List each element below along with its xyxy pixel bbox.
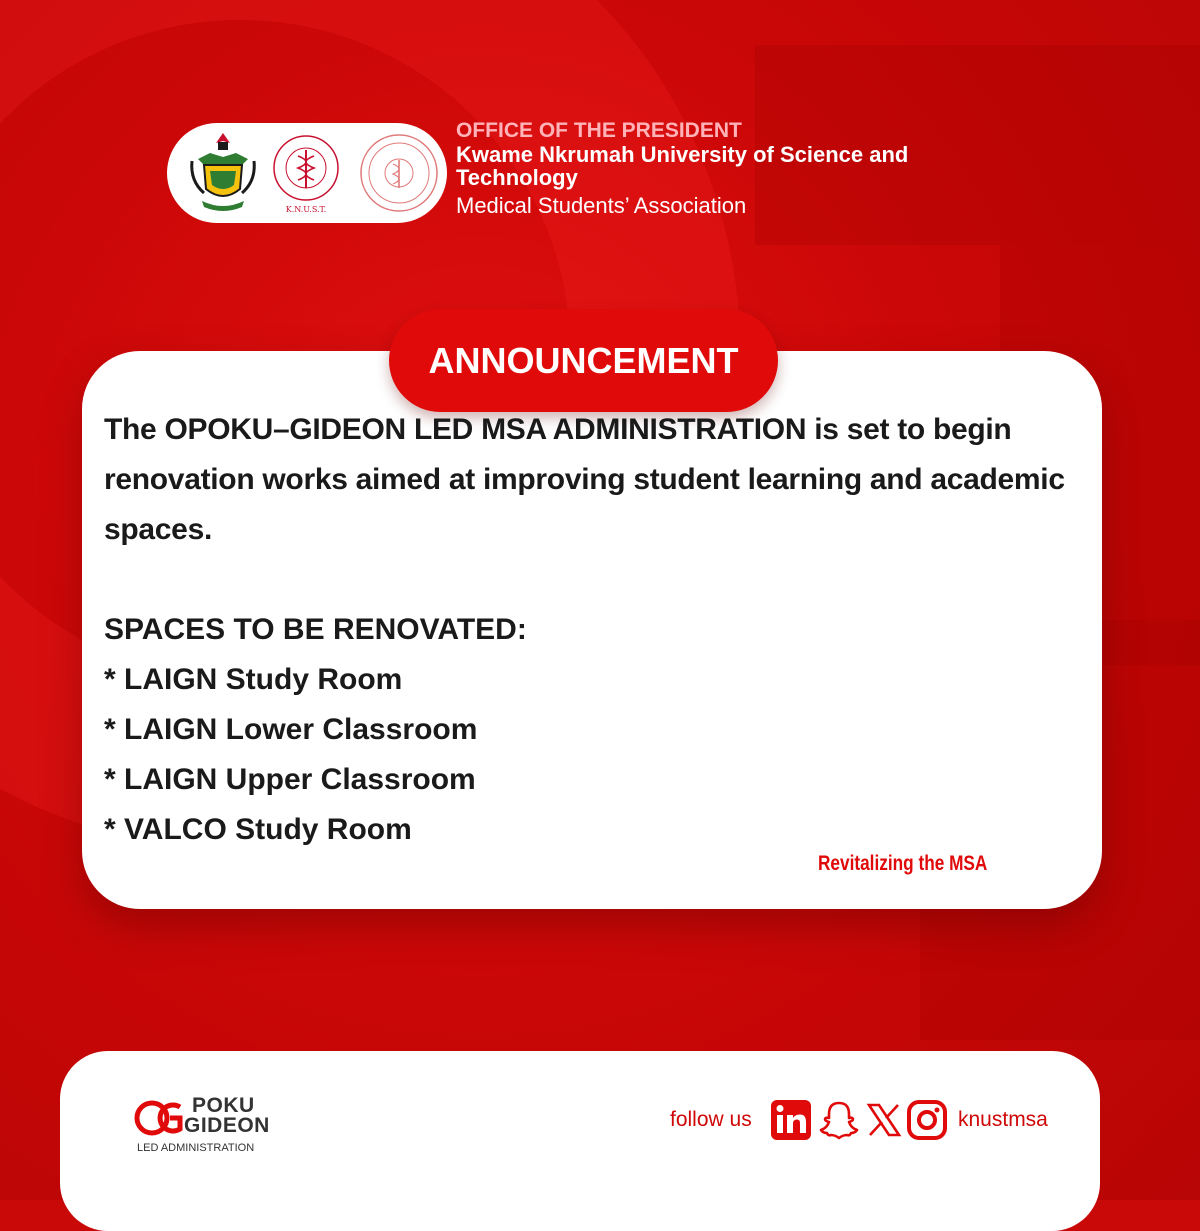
snapchat-icon[interactable] <box>818 1099 860 1141</box>
social-handle[interactable]: knustmsa <box>958 1108 1048 1131</box>
list-item: * VALCO Study Room <box>104 813 412 846</box>
office-of-the-president-seal-logo <box>358 132 440 214</box>
spaces-list <box>104 655 477 855</box>
list-item: * LAIGN Upper Classroom <box>104 763 476 796</box>
instagram-icon[interactable] <box>906 1099 948 1141</box>
association-name: Medical Students’ Association <box>456 193 747 218</box>
spaces-title: SPACES TO BE RENOVATED: <box>104 613 527 646</box>
linkedin-icon[interactable] <box>770 1099 812 1141</box>
brand-line1: POKU <box>192 1094 255 1117</box>
university-name: Kwame Nkrumah University of Science and Technology <box>456 142 909 190</box>
svg-text:K.N.U.S.T.: K.N.U.S.T. <box>285 205 327 214</box>
brand-line2: GIDEON <box>184 1114 270 1137</box>
brand-subtitle: LED ADMINISTRATION <box>137 1142 255 1154</box>
x-icon[interactable] <box>866 1099 902 1141</box>
header-text <box>456 119 1016 221</box>
footer-bar <box>60 1051 1100 1231</box>
announcement-body: The OPOKU–GIDEON LED MSA ADMINISTRATION is set to begin renovation works aimed at improving student learning and academic spaces. <box>104 413 1065 546</box>
follow-label: follow us <box>670 1108 752 1131</box>
tagline: Revitalizing the MSA <box>818 852 988 875</box>
msa-seal-logo <box>262 128 350 216</box>
office-title: OFFICE OF THE PRESIDENT <box>456 119 742 142</box>
knust-crest-logo <box>188 131 258 215</box>
list-item: * LAIGN Study Room <box>104 663 403 696</box>
announcement-badge: ANNOUNCEMENT <box>389 309 778 412</box>
list-item: * LAIGN Lower Classroom <box>104 713 478 746</box>
